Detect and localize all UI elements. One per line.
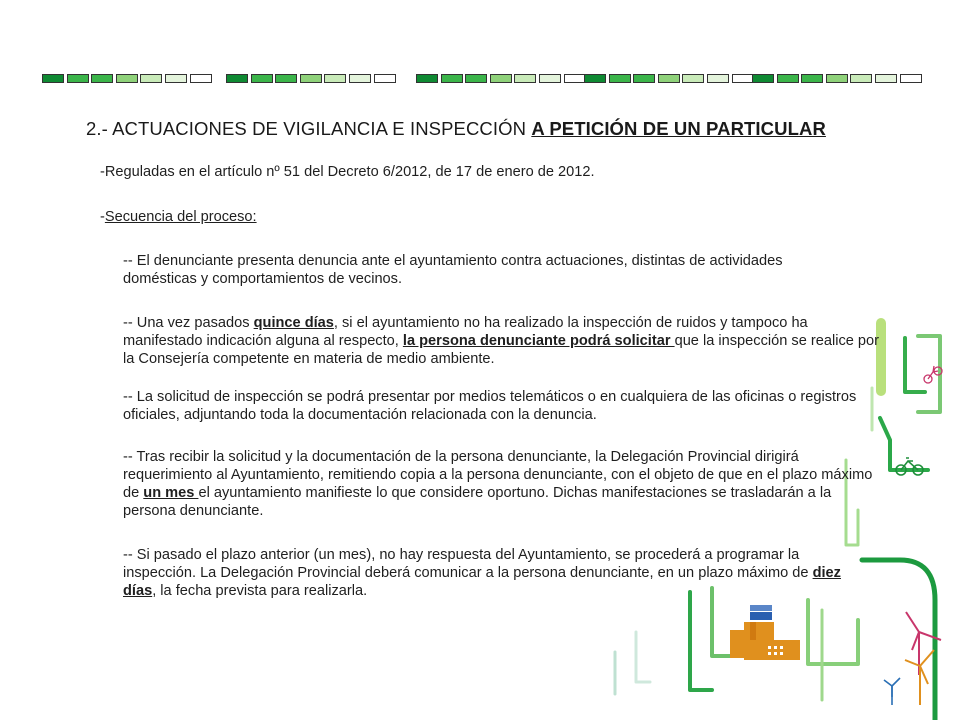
step-5-emphasis-days: diez días <box>123 565 841 599</box>
step-2-text: -- Una vez pasados <box>123 315 254 331</box>
sequence-heading <box>100 208 257 226</box>
step-1: -- El denunciante presenta denuncia ante el ayuntamiento contra actuaciones, distintas de actividades domésticas y comportamientos de vecinos. <box>123 253 783 287</box>
deco-line <box>905 338 925 392</box>
step-5-text: , la fecha prevista para realizarla. <box>152 583 368 599</box>
step-4-text: -- Tras recibir la solicitud y la documentación de la persona denunciante, la Delegación Provincial dirigirá requerimiento al Ayuntamiento, remitiendo copia a la persona denunciante, con el objeto de que en el plazo máximo de <box>123 449 873 501</box>
step-4-text: el ayuntamiento manifieste lo que considere oportuno. Dichas manifestaciones se trasladarán a la persona denunciante. <box>123 485 832 519</box>
deco-line <box>880 418 928 470</box>
title-emphasis: A PETICIÓN DE UN PARTICULAR <box>531 118 826 139</box>
deco-line <box>808 600 858 664</box>
step-3: -- La solicitud de inspección se podrá presentar por medios telemáticos o en cualquiera de las oficinas o registros oficiales, adjuntando toda la documentación relacionada con la denuncia. <box>123 389 857 423</box>
step-4 <box>123 448 878 520</box>
deco-line <box>636 632 650 682</box>
step-2-emphasis-days: quince días <box>253 315 334 331</box>
step-2-text: , si el ayuntamiento no ha realizado la inspección de ruidos y tampoco ha manifestado indicación alguna al respecto, <box>123 315 808 349</box>
step-5-text: -- Si pasado el plazo anterior (un mes), no hay respuesta del Ayuntamiento, se procederá a programar la inspección. La Delegación Provincial deberá comunicar a la persona denunciante, en un plazo máximo de <box>123 547 813 581</box>
step-5 <box>123 546 875 600</box>
step-2-text: que la inspección se realice por la Consejería competente en materia de medio ambiente. <box>123 333 880 367</box>
step-4-emphasis-month: un mes <box>143 485 199 501</box>
deco-line <box>918 336 940 412</box>
title-prefix: 2.- ACTUACIONES DE VIGILANCIA E INSPECCIÓN <box>86 118 532 139</box>
sequence-label: Secuencia del proceso: <box>104 209 257 225</box>
bicycle-icon <box>896 458 923 475</box>
sequence-dash: - <box>100 209 105 225</box>
step-2 <box>123 314 880 368</box>
intro-text: -Reguladas en el artículo nº 51 del Decreto 6/2012, de 17 de enero de 2012. <box>100 164 595 180</box>
solar-building-icon <box>730 605 800 660</box>
page-title <box>86 118 826 140</box>
step-2-emphasis-request: la persona denunciante podrá solicitar <box>402 333 675 349</box>
wind-turbine-icon <box>884 678 900 705</box>
deco-line <box>690 592 712 690</box>
